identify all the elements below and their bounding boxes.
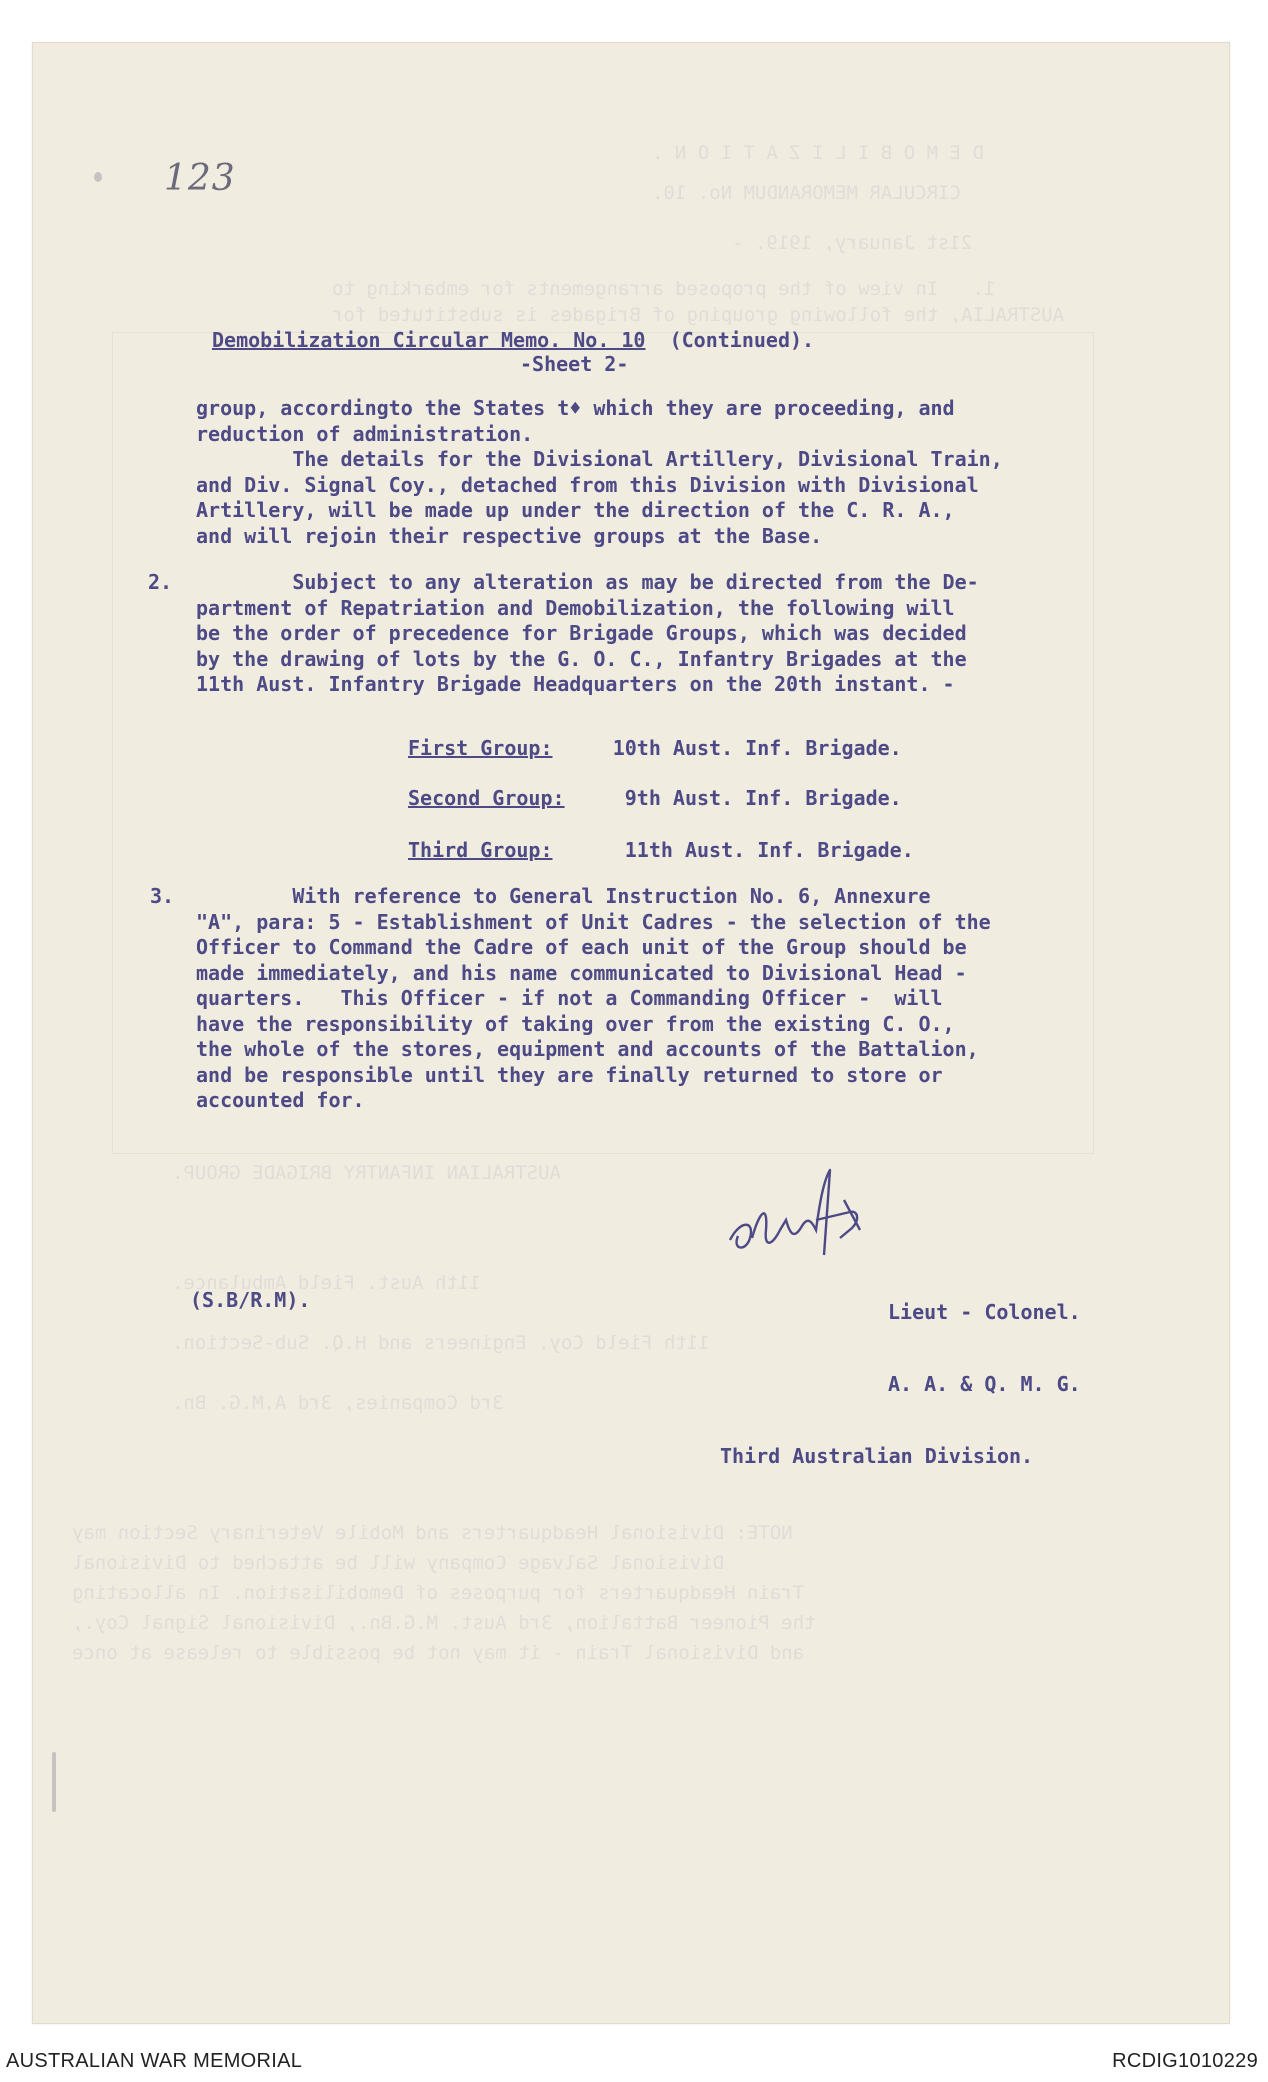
text-line: have the responsibility of taking over from the existing C. O.,	[196, 1011, 955, 1036]
paragraph-1	[196, 396, 1003, 549]
signature-block	[720, 1252, 1081, 1492]
paragraph-3-number: 3.	[150, 884, 175, 908]
group-brigade: 9th Aust. Inf. Brigade.	[624, 786, 902, 810]
signatory-rank: Lieut - Colonel.	[888, 1300, 1081, 1324]
text-line: accounted for.	[196, 1088, 365, 1112]
bleed-through-text: D E M O B I L I Z A T I O N .	[652, 142, 984, 164]
text-line: and Div. Signal Coy., detached from this Division with Divisional	[196, 472, 979, 497]
text-line: group, accordingto the States t♦ which they are proceeding, and	[196, 396, 955, 420]
footer-archive-name: AUSTRALIAN WAR MEMORIAL	[6, 2050, 303, 2072]
bleed-through-text: 1. In view of the proposed arrangements for embarking to	[332, 278, 996, 300]
memo-title: Demobilization Circular Memo. No. 10	[212, 328, 646, 352]
footer-record-id: RCDIG1010229	[1112, 2050, 1258, 2072]
text-line: be the order of precedence for Brigade Groups, which was decided	[196, 621, 967, 645]
paragraph-2	[196, 570, 979, 698]
group-brigade: 11th Aust. Inf. Brigade.	[624, 838, 914, 862]
bleed-through-text: AUSTRALIAN INFANTRY BRIGADE GROUP.	[172, 1162, 561, 1184]
signatory-division: Third Australian Division.	[720, 1444, 1034, 1468]
memo-heading	[212, 328, 814, 352]
bleed-through-text: 11th Aust. Field Ambulance.	[172, 1272, 481, 1294]
text-line: "A", para: 5 - Establishment of Unit Cadres - the selection of the	[196, 909, 991, 934]
text-line: Officer to Command the Cadre of each unit of the Group should be	[196, 935, 967, 959]
text-line: and be responsible until they are finally returned to store or	[196, 1062, 943, 1087]
bleed-through-text: AUSTRALIA, the following grouping of Brigades is substituted for	[332, 304, 1065, 326]
group-label: First Group:	[408, 736, 553, 760]
paragraph-3	[196, 884, 991, 1114]
text-line: With reference to General Instruction No. 6, Annexure	[196, 884, 931, 908]
group-row-3	[408, 838, 914, 862]
bleed-through-text: the Pioneer Battalion, 3rd Aust. M.G.Bn., Divisional Signal Coy.,	[72, 1612, 816, 1634]
group-row-1	[408, 736, 902, 760]
group-brigade: 10th Aust. Inf. Brigade.	[612, 736, 902, 760]
bleed-through-text: 21st January, 1919. -	[732, 232, 973, 254]
text-line: partment of Repatriation and Demobilization, the following will	[196, 595, 955, 620]
text-line: 11th Aust. Infantry Brigade Headquarters on the 20th instant. -	[196, 672, 955, 696]
ink-spot	[94, 172, 102, 182]
text-line: reduction of administration.	[196, 421, 534, 446]
bleed-through-text: Divisional Salvage Company will be attached to Divisional	[72, 1552, 725, 1574]
bleed-through-text: 3rd Companies, 3rd A.M.G. Bn.	[172, 1392, 504, 1414]
sheet-number: -Sheet 2-	[520, 352, 629, 376]
memo-continued: (Continued).	[669, 328, 815, 352]
text-line: by the drawing of lots by the G. O. C., Infantry Brigades at the	[196, 646, 967, 671]
signatory-appointment: A. A. & Q. M. G.	[888, 1372, 1081, 1396]
bleed-through-text: NOTE: Divisional Headquarters and Mobile Veterinary Section may	[72, 1522, 793, 1544]
paragraph-2-number: 2.	[148, 570, 173, 594]
bleed-through-text: and Divisional Train - it may not be possible to release at once	[72, 1642, 805, 1664]
text-line: and will rejoin their respective groups at the Base.	[196, 523, 823, 548]
text-line: quarters. This Officer - if not a Commanding Officer - will	[196, 986, 943, 1010]
text-line: the whole of the stores, equipment and accounts of the Battalion,	[196, 1037, 979, 1061]
text-line: made immediately, and his name communicated to Divisional Head -	[196, 960, 967, 985]
text-line: The details for the Divisional Artillery, Divisional Train,	[196, 447, 1003, 471]
bleed-through-text: Train Headquarters for purposes of Demobilisation. In allocating	[72, 1582, 805, 1604]
bleed-through-text: 11th Field Coy. Engineers and H.Q. Sub-Section.	[172, 1332, 710, 1354]
text-line: Subject to any alteration as may be directed from the De-	[196, 570, 979, 594]
group-label: Second Group:	[408, 786, 565, 810]
bleed-through-text: CIRCULAR MEMORANDUM No. 10.	[652, 182, 961, 204]
ink-spot	[52, 1752, 56, 1812]
reference-code: (S.B/R.M).	[190, 1288, 311, 1312]
text-line: Artillery, will be made up under the direction of the C. R. A.,	[196, 498, 955, 522]
page-number: 123	[164, 158, 236, 199]
group-label: Third Group:	[408, 838, 553, 862]
group-row-2	[408, 786, 902, 810]
